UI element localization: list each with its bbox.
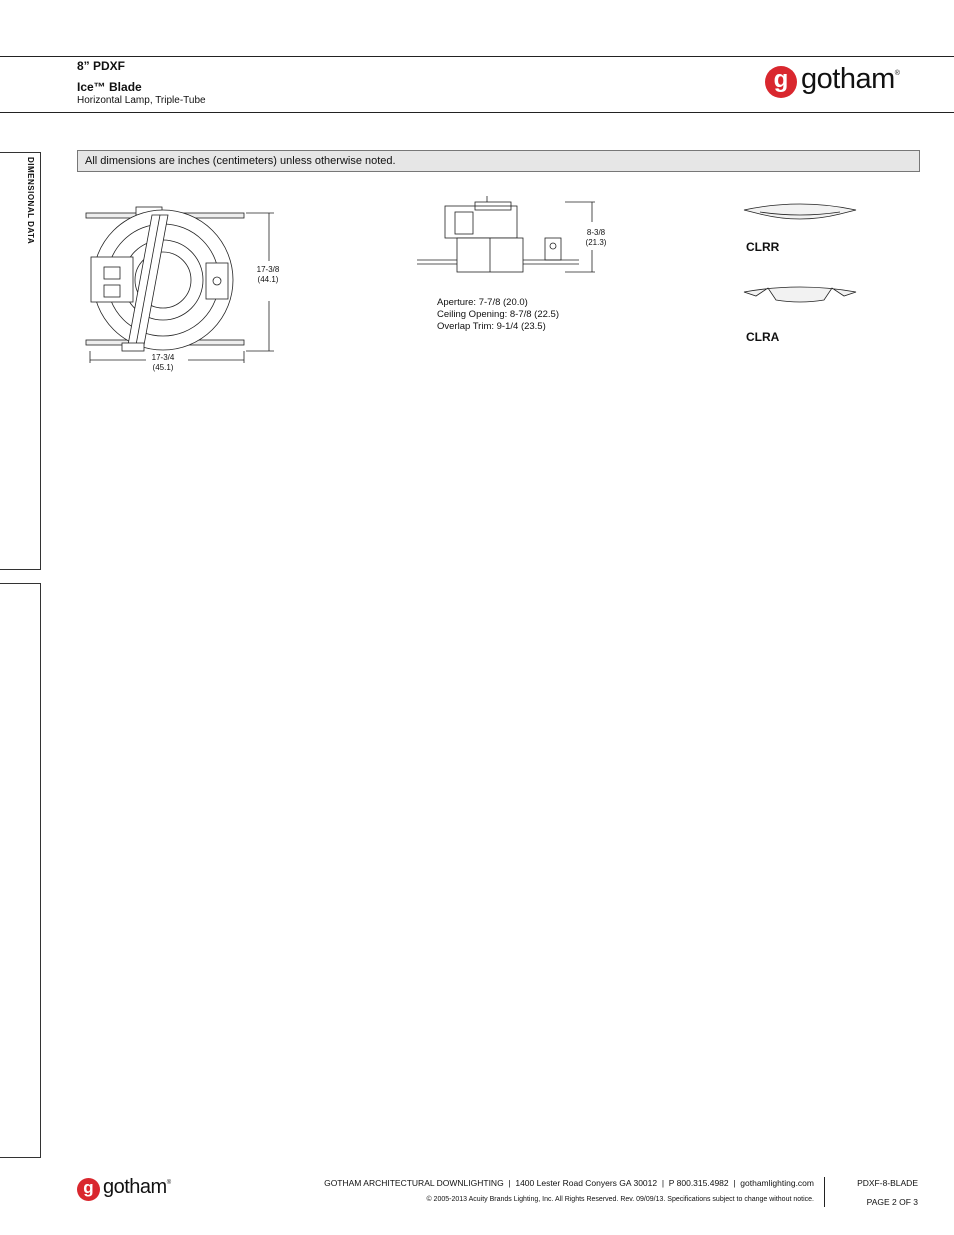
side-tab-empty [0,583,41,1158]
footer-doc-code: PDXF-8-BLADE [857,1178,918,1188]
gotham-logo-mark: g [765,66,797,98]
ceiling-opening-dim: Ceiling Opening: 8-7/8 (22.5) [437,309,559,320]
top-view-drawing [78,205,288,377]
top-view-height-dim: 17-3/8 (44.1) [256,265,280,284]
footer-gotham-logo [77,1178,171,1201]
overlap-trim-dim: Overlap Trim: 9-1/4 (23.5) [437,321,546,332]
header-top-rule [0,56,954,57]
gotham-logo [765,62,900,98]
side-tab-label: DIMENSIONAL DATA [26,157,35,245]
footer-divider [824,1177,825,1207]
header-bottom-rule [0,112,954,113]
footer-registered-mark: ® [166,1180,172,1186]
aperture-dim: Aperture: 7-7/8 (20.0) [437,297,528,308]
product-subtitle: Horizontal Lamp, Triple-Tube [77,95,206,106]
side-view-height-dim: 8-3/8 (21.3) [585,228,607,247]
trim-name-clrr: CLRR [746,240,780,254]
clra-trim-drawing [740,280,860,306]
logo-registered-mark: ® [894,70,900,77]
trim-name-clra: CLRA [746,330,780,344]
top-view-width-dim: 17-3/4 (45.1) [151,353,175,372]
clrr-trim-drawing [740,198,860,224]
gotham-logo-word: gotham [801,62,895,95]
units-note: All dimensions are inches (centimeters) unless otherwise noted. [77,150,920,172]
product-title: 8” PDXF [77,59,126,73]
side-view-specs [437,297,559,333]
footer-page-number: PAGE 2 OF 3 [866,1197,918,1207]
footer-company-line: GOTHAM ARCHITECTURAL DOWNLIGHTING | 1400 Lester Road Conyers GA 30012 | P 800.315.4982 | gothamlighting.com [324,1178,814,1188]
footer-logo-word: gotham [103,1176,167,1198]
footer-logo-mark: g [77,1178,100,1201]
product-name: Ice™ Blade [77,80,142,94]
footer-copyright: © 2005-2013 Acuity Brands Lighting, Inc. All Rights Reserved. Rev. 09/09/13. Specifications subject to change without notice. [426,1196,814,1203]
